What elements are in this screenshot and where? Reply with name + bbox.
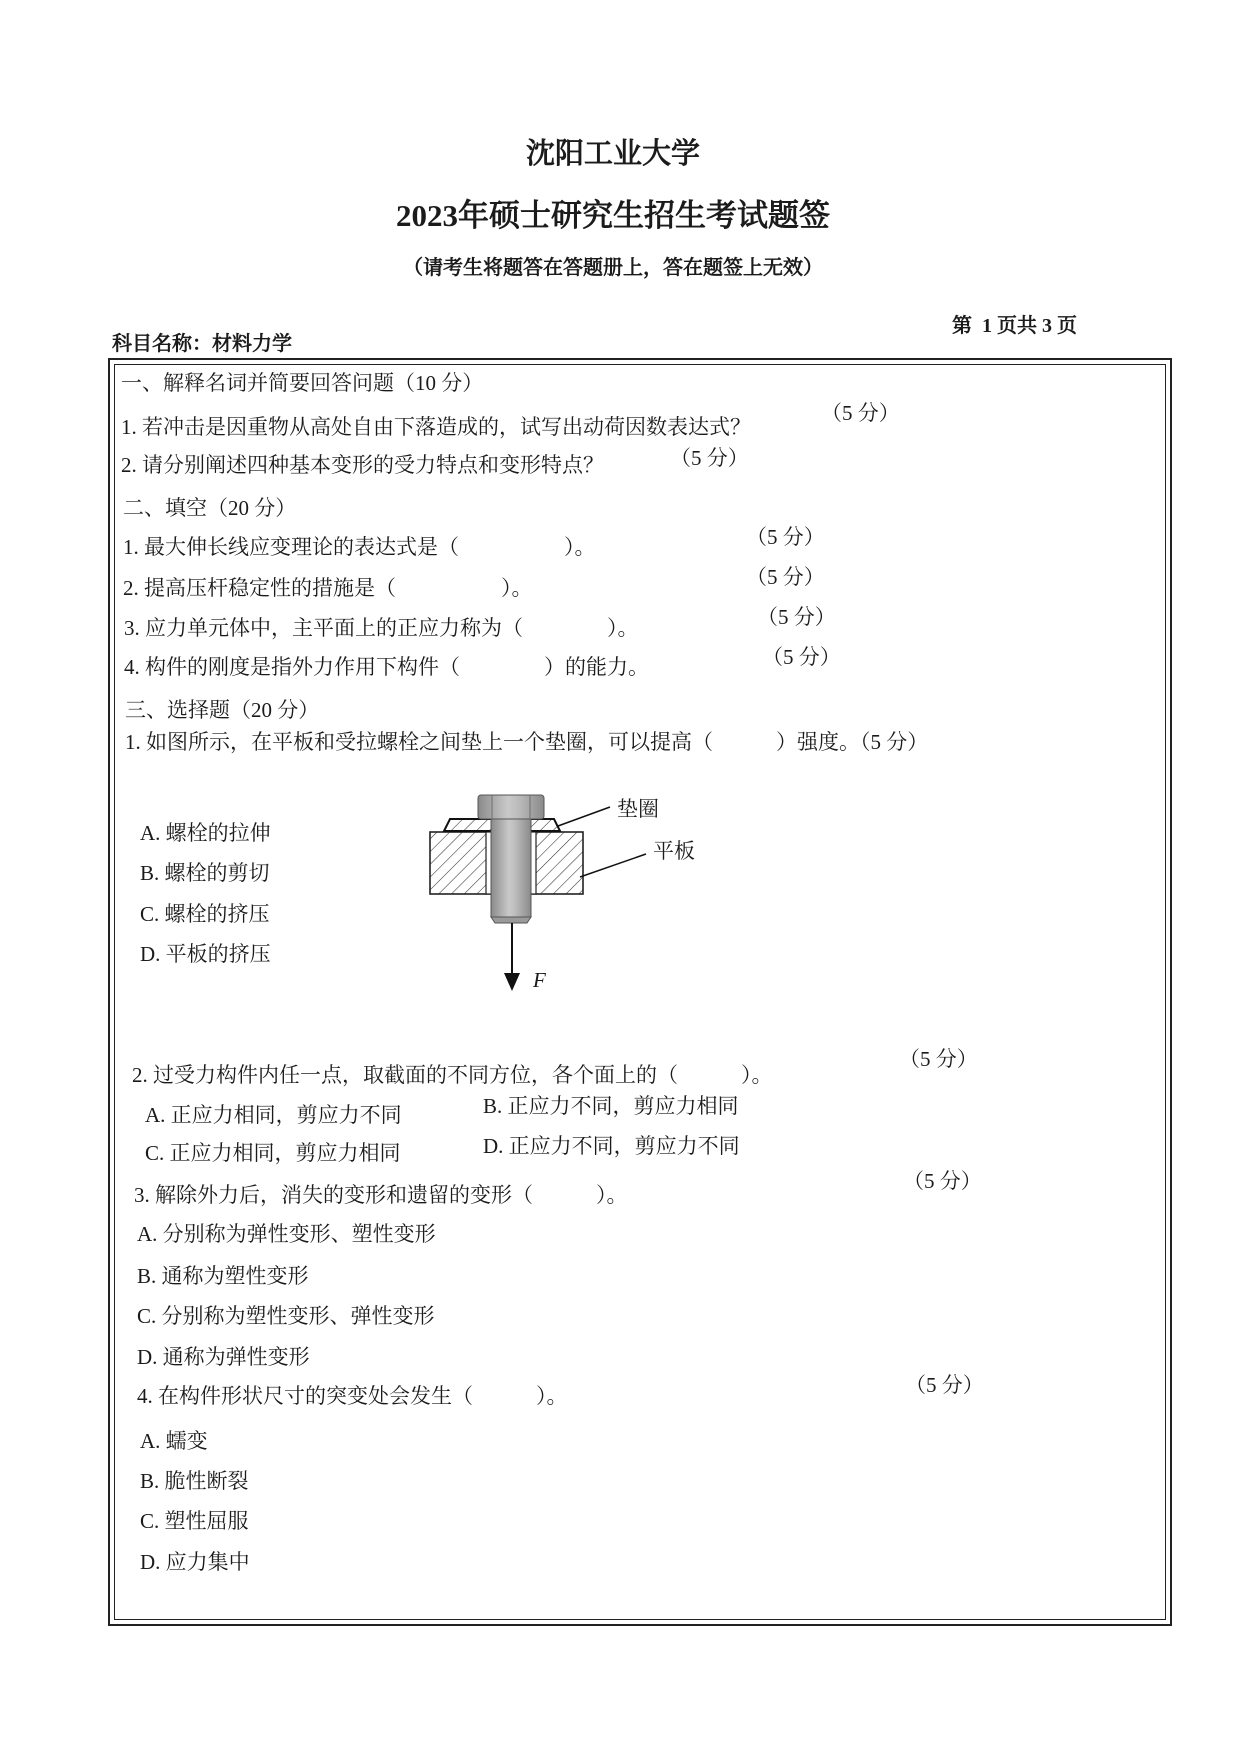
s3-q4-option-c: C. 塑性屈服 [140,1509,249,1533]
s2-question-3: 3. 应力单元体中，主平面上的正应力称为（ ）。 [124,616,639,640]
s1-question-2-score: （5 分） [670,446,749,470]
s3-q3-option-c: C. 分别称为塑性变形、弹性变形 [137,1304,435,1328]
force-label: F [533,968,546,992]
s3-question-3-score: （5 分） [903,1169,982,1193]
force-arrowhead [504,973,520,991]
s3-question-4-score: （5 分） [905,1373,984,1397]
s3-q3-option-b: B. 通称为塑性变形 [137,1264,309,1288]
washer-leader-line [558,807,610,826]
s3-q1-option-d: D. 平板的挤压 [140,942,271,966]
s3-q3-option-d: D. 通称为弹性变形 [137,1345,310,1369]
bolt-chamfer [491,917,531,923]
s2-question-2: 2. 提高压杆稳定性的措施是（ ）。 [123,576,533,600]
s3-q4-option-b: B. 脆性断裂 [140,1469,249,1493]
s3-q1-option-a: A. 螺栓的拉伸 [140,821,271,845]
s2-question-1: 1. 最大伸长线应变理论的表达式是（ ）。 [123,535,596,559]
s3-question-2: 2. 过受力构件内任一点，取截面的不同方位，各个面上的（ ）。 [132,1063,773,1087]
s2-question-3-score: （5 分） [757,605,836,629]
s1-question-1: 1. 若冲击是因重物从高处自由下落造成的，试写出动荷因数表达式？ [121,415,751,439]
page-info: 第 1 页共 3 页 [952,315,1077,337]
s3-q4-option-d: D. 应力集中 [140,1550,250,1574]
s3-question-3: 3. 解除外力后，消失的变形和遗留的变形（ ）。 [134,1183,628,1207]
section2-heading: 二、填空（20 分） [123,496,297,520]
s3-q2-option-c: C. 正应力相同，剪应力相同 [145,1141,401,1165]
s3-question-1: 1. 如图所示，在平板和受拉螺栓之间垫上一个垫圈，可以提高（ ）强度。（5 分） [125,730,929,754]
bolt-head [478,795,544,819]
s3-q2-option-a: A. 正应力相同，剪应力不同 [145,1103,402,1127]
s3-q2-option-b: B. 正应力不同，剪应力相同 [483,1094,739,1118]
s2-question-2-score: （5 分） [746,565,825,589]
s2-question-1-score: （5 分） [746,525,825,549]
plate-label: 平板 [653,839,695,863]
plate-leader-line [580,854,646,877]
s3-q4-option-a: A. 蠕变 [140,1429,208,1453]
subject-name: 科目名称：材料力学 [112,333,292,355]
washer-label: 垫圈 [617,797,659,821]
s3-q1-option-c: C. 螺栓的挤压 [140,902,270,926]
s2-question-4-score: （5 分） [762,645,841,669]
s2-question-4: 4. 构件的刚度是指外力作用下构件（ ）的能力。 [124,655,649,679]
section1-heading: 一、解释名词并简要回答问题（10 分） [121,371,484,395]
exam-notice: （请考生将题答在答题册上，答在题签上无效） [403,257,823,279]
university-name: 沈阳工业大学 [525,138,700,170]
section3-heading: 三、选择题（20 分） [125,698,320,722]
s3-q3-option-a: A. 分别称为弹性变形、塑性变形 [137,1222,436,1246]
s3-question-4: 4. 在构件形状尺寸的突变处会发生（ ）。 [137,1384,568,1408]
s1-question-1-score: （5 分） [821,401,900,425]
s1-question-2: 2. 请分别阐述四种基本变形的受力特点和变形特点？ [121,453,604,477]
bolt-shaft [491,819,531,917]
s3-q1-option-b: B. 螺栓的剪切 [140,861,270,885]
exam-title: 2023年硕士研究生招生考试题签 [396,198,830,233]
s3-q2-option-d: D. 正应力不同，剪应力不同 [483,1134,740,1158]
s3-question-2-score: （5 分） [899,1047,978,1071]
